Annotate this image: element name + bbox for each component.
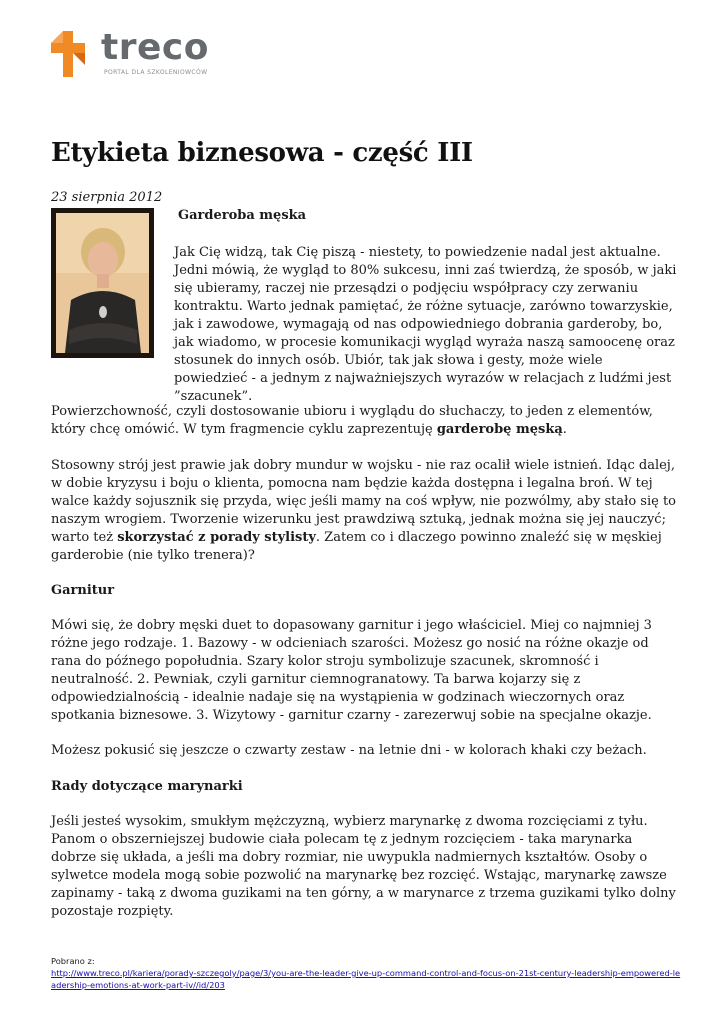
paragraph-4: Możesz pokusić się jeszcze o czwarty zestaw - na letnie dni - w kolorach khaki czy beżach.: [51, 743, 647, 758]
paragraph-5: Jeśli jesteś wysokim, smukłym mężczyzną, wybierz marynarkę z dwoma rozcięciami z tyłu. Panom o obszerniejszej budowie ciała polecam tę z jednym rozcięciem - taka marynarka dobrze się układa, a jeśli ma dobry rozmiar, nie uwypukla nadmiernych kształtów. Osoby o sylwetce modela mogą sobie pozwolić na marynarkę bez rozcięć. Wstając, marynarkę zawsze zapinamy - taką z dwoma guzikami na ten górny, a w marynarce z trzema guzikami tylko dolny pozostaje rozpięty.: [51, 814, 676, 919]
paragraph-2-end: . Zatem co i dlaczego powinno znaleźć się w męskiej garderobie (nie tylko trenera)?: [51, 530, 662, 563]
paragraph-1-end: .: [562, 422, 567, 437]
source-link[interactable]: http://www.treco.pl/kariera/porady-szczegoly/page/3/you-are-the-leader-give-up-command-control-and-focus-on-21st-century-leadership-empowered-leadership-emotions-at-work-part-iv//id/203: [51, 968, 681, 990]
treco-logo-mark-icon: [51, 31, 87, 77]
paragraph-1: [51, 403, 676, 439]
author-photo: [51, 208, 154, 358]
paragraph-2-text: Stosowny strój jest prawie jak dobry mundur w wojsku - nie raz ocalił wiele istnień. Idąc dalej, w dobie kryzysu i boju o klienta, pomocna nam będzie każda dostępna i legalna broń. W tej walce każdy sojusznik się przyda, więc jeśli mamy na coś wpływ, nie pozwólmy, aby stało się to naszym wrogiem. Tworzenie wizerunku jest prawdziwą sztuką, jednak można się jej nauczyć; warto też: [51, 458, 676, 545]
heading-rady: Rady dotyczące marynarki: [51, 779, 243, 794]
paragraph-2-bold: skorzystać z porady stylisty: [117, 530, 316, 545]
brand-name: treco: [101, 27, 209, 68]
footer-label: Pobrano z:: [51, 956, 95, 966]
article-date: 23 sierpnia 2012: [51, 190, 163, 205]
intro-paragraph: Jak Cię widzą, tak Cię piszą - niestety, to powiedzenie nadal jest aktualne. Jedni mówią, że wygląd to 80% sukcesu, inni zaś twierdzą, że sposób, w jaki się ubieramy, raczej nie przesądzi o podjęciu współpracy czy zerwaniu kontraktu. Warto jednak pamiętać, że różne sytuacje, zarówno towarzyskie, jak i zawodowe, wymagają od nas odpowiedniego dobrania garderoby, bo, jak wiadomo, w procesie komunikacji wygląd wyraża naszą samoocenę oraz stosunek do innych osób. Ubiór, tak jak słowa i gesty, może wiele powiedzieć - a jednym z najważniejszych wyrazów w relacjach z ludźmi jest ”szacunek”.: [174, 245, 677, 404]
paragraph-2: [51, 457, 676, 565]
treco-logo[interactable]: [51, 27, 211, 79]
heading-garnitur: Garnitur: [51, 583, 115, 598]
paragraph-1-bold: garderobę męską: [436, 422, 563, 437]
source-footer: [51, 955, 681, 991]
paragraph-1-text: Powierzchowność, czyli dostosowanie ubioru i wyglądu do słuchaczy, to jeden z elementów, który chcę omówić. W tym fragmencie cyklu zaprezentuję: [51, 404, 653, 437]
brand-tagline: PORTAL DLA SZKOLENIOWCÓW: [104, 69, 208, 76]
paragraph-3: Mówi się, że dobry męski duet to dopasowany garnitur i jego właściciel. Miej co najmniej 3 różne jego rodzaje. 1. Bazowy - w odcieniach szarości. Możesz go nosić na różne okazje od rana do późnego popołudnia. Szary kolor stroju symbolizuje szacunek, skromność i neutralność. 2. Pewniak, czyli garnitur ciemnogranatowy. Ta barwa kojarzy się z odpowiedzialnością - idealnie nadaje się na wystąpienia w godzinach wieczornych oraz spotkania biznesowe. 3. Wizytowy - garnitur czarny - zarezerwuj sobie na specjalne okazje.: [51, 618, 652, 723]
section-subheading: Garderoba męska: [178, 208, 307, 223]
page-title: Etykieta biznesowa - część III: [51, 138, 473, 168]
